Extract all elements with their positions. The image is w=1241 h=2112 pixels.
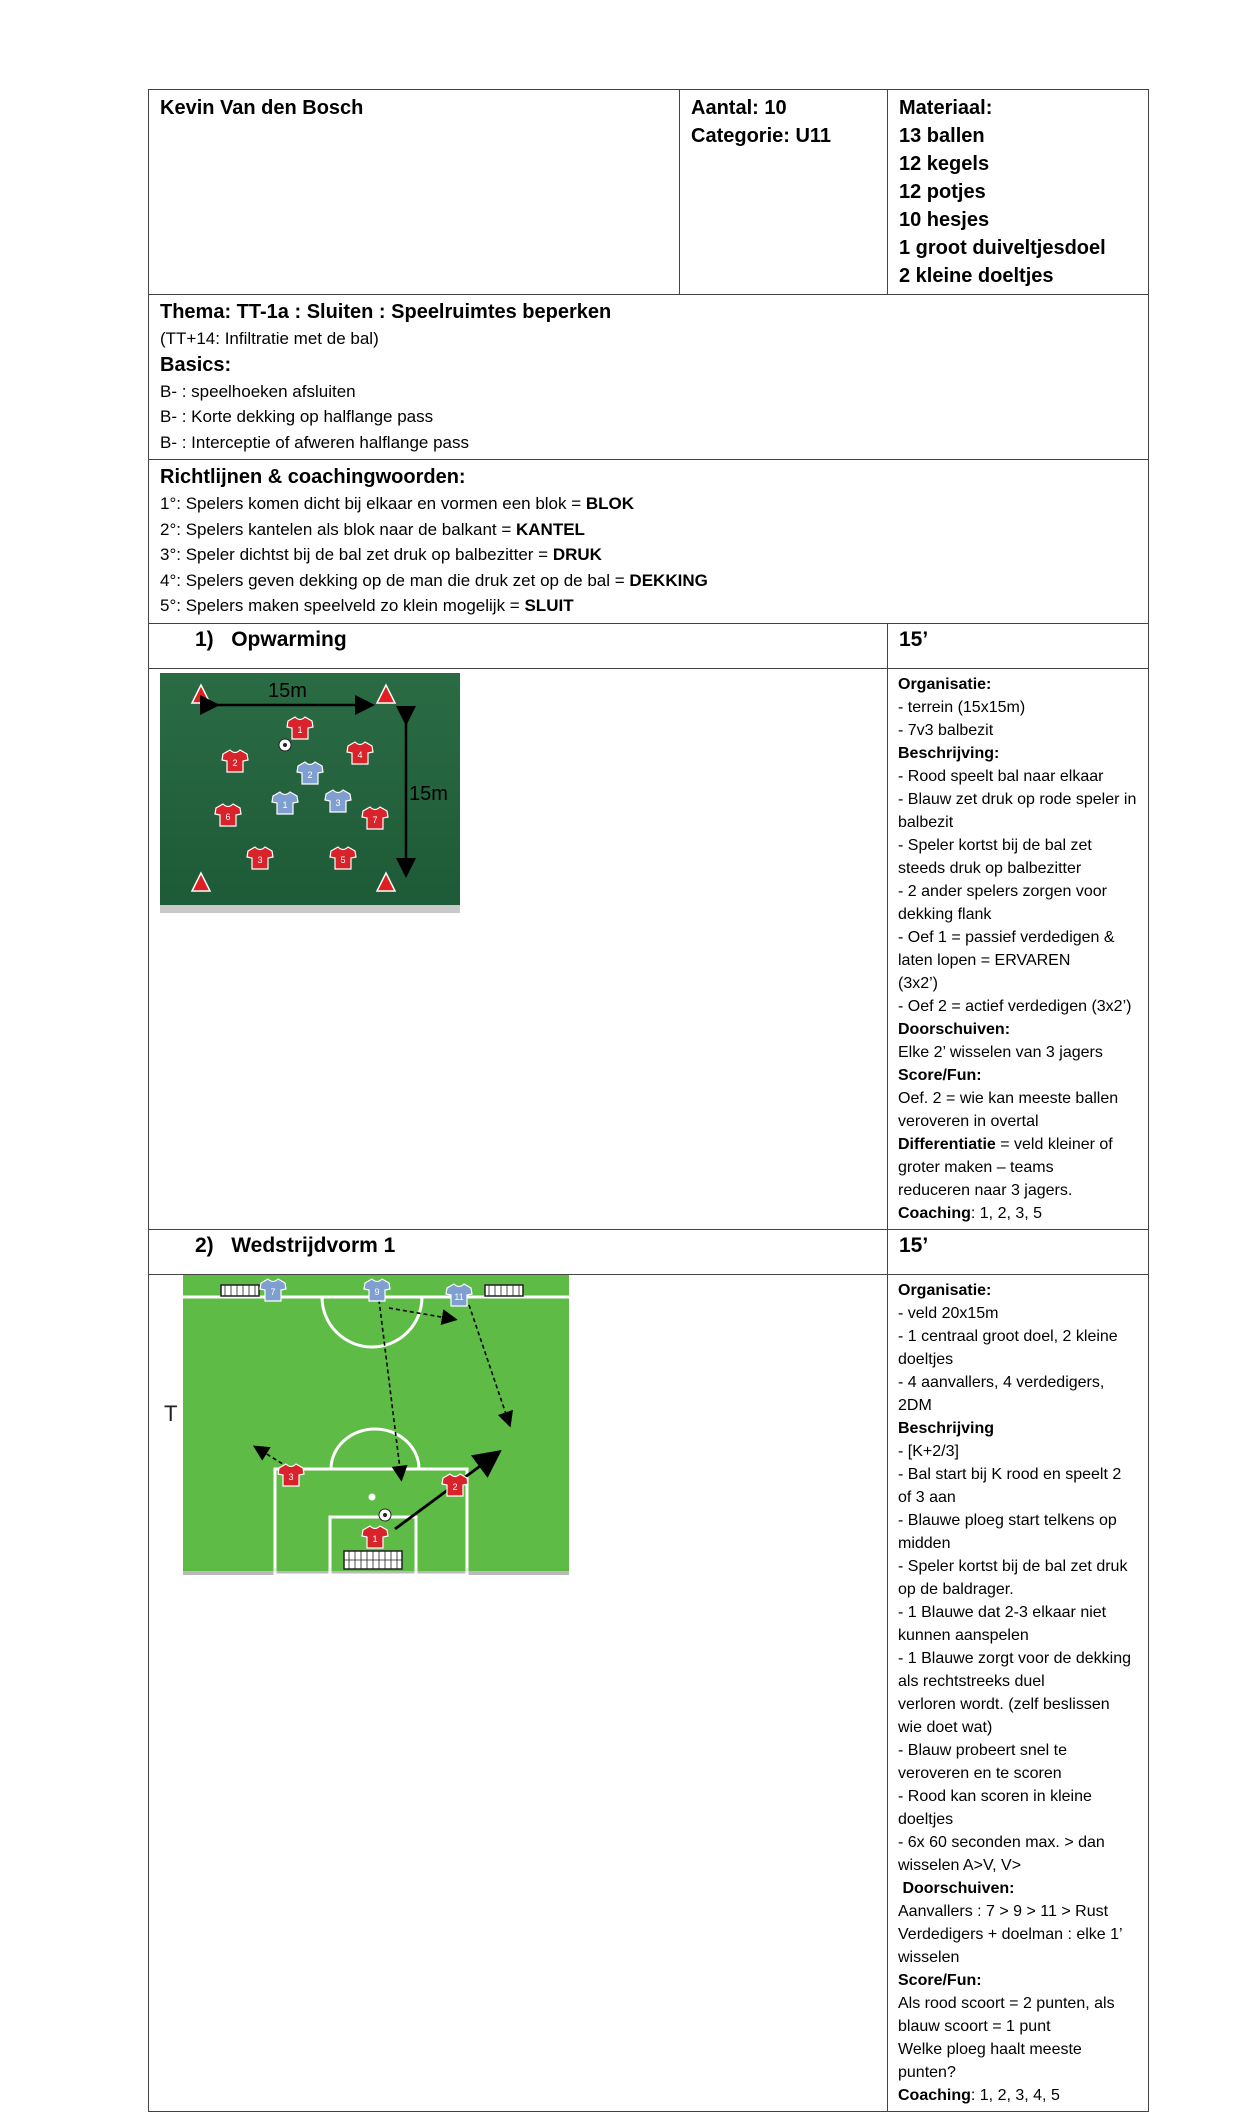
ball-icon [279,739,291,751]
oef2-diagram-cell [149,1274,888,2111]
differentiatie: Differentiatie = veld kleiner of groter maken – teams [898,1135,1113,1176]
basics-item: B- : Korte dekking op halflange pass [160,407,434,426]
header-row [149,90,1149,295]
doorschuiven-item: Aanvallers : 7 > 9 > 11 > Rust [898,1902,1109,1920]
oef1-body-row [149,668,1149,1229]
svg-text:11: 11 [454,1291,464,1302]
beschrijving-item: - [K+2/3] [898,1442,959,1460]
oef2-title [149,1229,888,1274]
beschrijving-item: - Blauw probeert snel te veroveren en te scoren [898,1741,1067,1782]
score-item: Welke ploeg haalt meeste punten? [898,2040,1082,2081]
doorschuiven-item: Elke 2’ wisselen van 3 jagers [898,1043,1103,1061]
opwarming-diagram [160,673,460,913]
score-item: Oef. 2 = wie kan meeste ballen veroveren in overtal [898,1089,1119,1130]
organisatie-label: Organisatie: [898,1281,992,1299]
wedstrijdvorm-diagram [149,1275,680,1575]
organisatie-item: - 7v3 balbezit [898,721,994,739]
score-label: Score/Fun: [898,1066,982,1084]
beschrijving-item: - 1 Blauwe zorgt voor de dekking als rechtstreeks duel [898,1649,1132,1690]
beschrijving-item: - Rood kan scoren in kleine doeltjes [898,1787,1092,1828]
svg-text:3: 3 [288,1471,294,1482]
basics-item: B- : Interceptie of afweren halflange pass [160,432,470,452]
beschrijving-item: - Blauw zet druk op rode speler in balbezit [898,790,1137,831]
svg-text:5: 5 [340,854,346,865]
svg-text:7: 7 [270,1286,276,1297]
svg-text:1: 1 [297,724,303,735]
beschrijving-item: verloren wordt. (zelf beslissen wie doet wat) [898,1695,1110,1736]
doorschuiven-item: Verdedigers + doelman : elke 1’ wisselen [898,1925,1122,1966]
materiaal-item: 12 kegels [899,153,990,175]
t-label: T [164,1400,178,1426]
thema-title: Thema: TT-1a : Sluiten : Speelruimtes beperken [160,301,612,323]
coaching-word: DEKKING [629,570,708,590]
thema-row [149,295,1149,460]
trainer-name: Kevin Van den Bosch [149,90,680,295]
oef1-number: 1) [195,627,214,651]
oef1-time: 15’ [888,623,1149,668]
beschrijving-item: - Oef 1 = passief verdedigen & laten lopen = ERVAREN [898,928,1115,969]
organisatie-item: - terrein (15x15m) [898,698,1026,716]
materiaal-label: Materiaal: [899,97,993,119]
beschrijving-item: - 6x 60 seconden max. > dan wisselen A>V, V> [898,1833,1105,1874]
organisatie-item: - veld 20x15m [898,1304,999,1322]
oef1-description [888,668,1149,1229]
coaching-word: KANTEL [516,519,585,539]
svg-text:2: 2 [307,769,313,780]
materiaal-item: 2 kleine doeltjes [899,265,1054,287]
doorschuiven-label: Doorschuiven: [898,1020,1011,1038]
coaching-word: BLOK [585,494,635,513]
richtlijn-item: 4°: Spelers geven dekking op de man die druk zet op de bal = DEKKING [160,570,708,590]
oef2-title-row [149,1229,1149,1274]
materiaal-item: 1 groot duiveltjesdoel [899,237,1106,259]
oef1-name: Opwarming [231,627,347,651]
doorschuiven-label: Doorschuiven: [898,1879,1015,1897]
oef2-time: 15’ [888,1229,1149,1274]
coaching: Coaching: 1, 2, 3, 5 [898,1204,1043,1222]
materiaal-list [888,90,1149,295]
oef2-name: Wedstrijdvorm 1 [231,1233,396,1257]
richtlijn-item: 5°: Spelers maken speelveld zo klein mogelijk = SLUIT [160,596,574,615]
organisatie-label: Organisatie: [898,675,992,693]
organisatie-item: - 4 aanvallers, 4 verdedigers, 2DM [898,1373,1105,1414]
svg-text:2: 2 [232,757,238,768]
thema-sub: (TT+14: Infiltratie met de bal) [160,329,379,348]
beschrijving-label: Beschrijving [898,1419,995,1437]
categorie: Categorie: U11 [691,125,832,147]
training-sheet [148,89,1149,2112]
aantal: Aantal: 10 [691,97,787,119]
oef1-diagram-cell [149,668,888,1229]
svg-text:3: 3 [335,797,341,808]
oef2-body-row [149,1274,1149,2111]
ball-icon [379,1509,391,1521]
svg-text:9: 9 [374,1286,380,1297]
beschrijving-item: - Oef 2 = actief verdedigen (3x2’) [898,997,1132,1015]
svg-text:3: 3 [257,854,263,865]
richtlijnen-row [149,460,1149,624]
score-item: Als rood scoort = 2 punten, als blauw scoort = 1 punt [898,1994,1115,2035]
beschrijving-item: - Speler kortst bij de bal zet druk op de baldrager. [898,1557,1128,1598]
score-label: Score/Fun: [898,1971,982,1989]
oef2-number: 2) [195,1233,214,1257]
materiaal-item: 12 potjes [899,181,986,203]
thema-cell [149,295,1149,460]
svg-text:2: 2 [452,1481,458,1492]
beschrijving-item: - Speler kortst bij de bal zet steeds druk op balbezitter [898,836,1092,877]
beschrijving-item: - 2 ander spelers zorgen voor dekking flank [898,882,1107,923]
differentiatie-cont: reduceren naar 3 jagers. [898,1181,1073,1199]
beschrijving-label: Beschrijving: [898,744,1000,762]
svg-text:1: 1 [282,799,288,810]
beschrijving-item: - Bal start bij K rood en speelt 2 of 3 aan [898,1465,1122,1506]
coaching-word: DRUK [552,545,602,564]
dim-v-label: 15m [409,782,448,805]
beschrijving-item: - Blauwe ploeg start telkens op midden [898,1511,1117,1552]
svg-text:7: 7 [372,814,378,825]
richtlijnen-title: Richtlijnen & coachingwoorden: [160,466,466,488]
richtlijn-item: 1°: Spelers komen dicht bij elkaar en vormen een blok = BLOK [160,494,635,513]
oef2-description [888,1274,1149,2111]
group-info [680,90,888,295]
oef1-title-row [149,623,1149,668]
materiaal-item: 13 ballen [899,125,985,147]
svg-text:6: 6 [225,811,231,822]
svg-text:4: 4 [357,749,363,760]
beschrijving-item: - 1 Blauwe dat 2-3 elkaar niet kunnen aanspelen [898,1603,1107,1644]
materiaal-item: 10 hesjes [899,209,990,231]
beschrijving-item: (3x2’) [898,974,939,992]
coaching: Coaching: 1, 2, 3, 4, 5 [898,2086,1060,2104]
oef1-title [149,623,888,668]
richtlijn-item: 3°: Speler dichtst bij de bal zet druk op balbezitter = DRUK [160,545,602,564]
richtlijnen-cell [149,460,1149,624]
basics-label: Basics: [160,353,232,376]
basics-item: B- : speelhoeken afsluiten [160,381,356,401]
organisatie-item: - 1 centraal groot doel, 2 kleine doeltjes [898,1327,1118,1368]
dim-h-label: 15m [268,679,307,702]
beschrijving-item: - Rood speelt bal naar elkaar [898,767,1104,785]
coaching-word: SLUIT [524,596,574,615]
richtlijn-item: 2°: Spelers kantelen als blok naar de balkant = KANTEL [160,519,585,539]
svg-text:1: 1 [372,1533,378,1544]
